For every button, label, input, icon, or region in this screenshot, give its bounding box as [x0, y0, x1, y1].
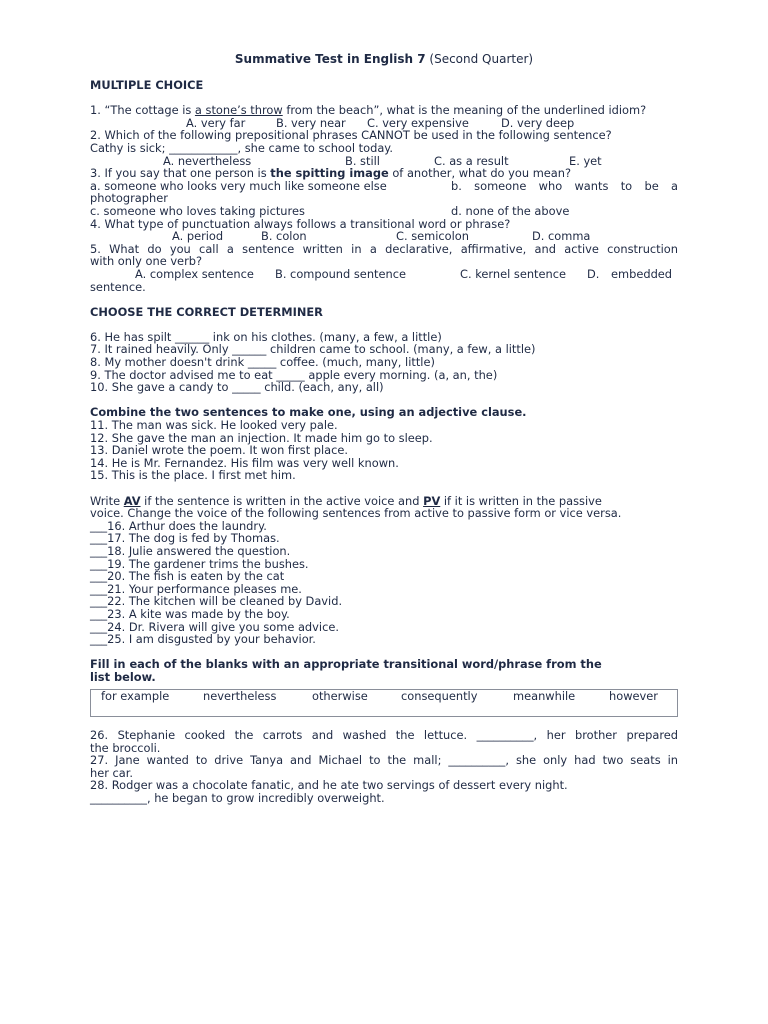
combine-item: 15. This is the place. I first met him. — [90, 468, 296, 483]
fill-heading: Fill in each of the blanks with an appropriate transitional word/phrase from the — [90, 657, 602, 672]
fill-item-27: 27. Jane wanted to drive Tanya and Michael to the mall; __________, she only had two seats in — [90, 753, 678, 768]
question-2: 2. Which of the following prepositional phrases CANNOT be used in the following sentence? — [90, 128, 612, 143]
fill-heading-cont: list below. — [90, 669, 156, 684]
fill-item-28: 28. Rodger was a chocolate fanatic, and he ate two servings of dessert every night. — [90, 778, 568, 793]
q3-option-c: c. someone who loves taking pictures — [90, 203, 305, 218]
word-bank-item: for example — [101, 688, 170, 703]
title-sub: (Second Quarter) — [429, 52, 534, 66]
q1-option-d: D. very deep — [501, 115, 575, 130]
fill-item-27-cont: her car. — [90, 765, 134, 780]
determiner-item: 7. It rained heavily. Only ______ children came to school. (many, a few, a little) — [90, 342, 536, 357]
word-bank-box — [90, 689, 678, 717]
voice-instructions: Write AV if the sentence is written in the active voice and PV if it is written in the passive — [90, 493, 602, 508]
determiner-item: 6. He has spilt ______ ink on his clothes. (many, a few, a little) — [90, 329, 442, 344]
word-bank-item: meanwhile — [513, 688, 576, 703]
word-bank-item: consequently — [401, 688, 478, 703]
question-5-end: sentence. — [90, 279, 146, 294]
q1-option-c: C. very expensive — [367, 115, 469, 130]
mc-heading: MULTIPLE CHOICE — [90, 78, 204, 92]
word-bank-item: however — [609, 688, 658, 703]
q5-option-c: C. kernel sentence — [460, 266, 567, 281]
question-5-cont: with only one verb? — [90, 254, 203, 269]
question-1: 1. “The cottage is a stone’s throw from the beach”, what is the meaning of the underlined idiom? — [90, 103, 647, 118]
q4-option-c: C. semicolon — [396, 229, 469, 244]
combine-item: 11. The man was sick. He looked very pale. — [90, 418, 338, 433]
fill-item-26: 26. Stephanie cooked the carrots and washed the lettuce. __________, her brother prepared — [90, 728, 678, 743]
q5-options — [90, 268, 678, 281]
q2-option-e: E. yet — [569, 153, 602, 168]
word-bank-item: nevertheless — [203, 688, 277, 703]
q3-options-cd — [90, 205, 678, 218]
voice-item: ___24. Dr. Rivera will give you some advice. — [90, 619, 339, 634]
q1-underlined-idiom: a stone’s throw — [194, 103, 283, 118]
combine-item: 12. She gave the man an injection. It made him go to sleep. — [90, 430, 433, 445]
page-title — [0, 52, 768, 66]
q5-option-d: D. — [587, 266, 600, 281]
q1-option-a: A. very far — [186, 115, 246, 130]
voice-item: ___18. Julie answered the question. — [90, 543, 291, 558]
voice-item: ___21. Your performance pleases me. — [90, 581, 302, 596]
voice-item: ___20. The fish is eaten by the cat — [90, 569, 285, 584]
q4-option-b: B. colon — [261, 229, 307, 244]
combine-item: 13. Daniel wrote the poem. It won first place. — [90, 443, 349, 458]
q4-options — [90, 230, 678, 243]
determiner-item: 9. The doctor advised me to eat _____ apple every morning. (a, an, the) — [90, 367, 498, 382]
combine-heading: Combine the two sentences to make one, using an adjective clause. — [90, 405, 527, 420]
word-bank-item: otherwise — [312, 688, 368, 703]
fill-item-26-cont: the broccoli. — [90, 740, 161, 755]
voice-item: ___17. The dog is fed by Thomas. — [90, 531, 280, 546]
voice-item: ___25. I am disgusted by your behavior. — [90, 632, 316, 647]
title-main: Summative Test in English 7 — [234, 52, 426, 66]
q5-option-a: A. complex sentence — [135, 266, 254, 281]
pv-label: PV — [423, 493, 441, 508]
q2-option-a: A. nevertheless — [163, 153, 252, 168]
q1-option-b: B. very near — [276, 115, 346, 130]
determiner-item: 8. My mother doesn't drink _____ coffee. (much, many, little) — [90, 355, 435, 370]
av-label: AV — [123, 493, 141, 508]
q2-option-b: B. still — [345, 153, 380, 168]
q1-options — [90, 117, 678, 130]
q3-options-ab — [90, 180, 678, 193]
q2-option-c: C. as a result — [434, 153, 509, 168]
determiner-heading: CHOOSE THE CORRECT DETERMINER — [90, 304, 323, 319]
voice-instructions-cont: voice. Change the voice of the following sentences from active to passive form or vice versa. — [90, 506, 622, 521]
question-3: 3. If you say that one person is the spitting image of another, what do you mean? — [90, 166, 572, 181]
voice-item: ___23. A kite was made by the boy. — [90, 606, 290, 621]
question-2-sentence: Cathy is sick; ____________, she came to school today. — [90, 140, 394, 155]
question-5: 5. What do you call a sentence written in a declarative, affirmative, and active construction — [90, 241, 678, 256]
q5-option-b: B. compound sentence — [275, 266, 406, 281]
q3-option-b: b. someone who wants to be a — [451, 178, 678, 193]
combine-item: 14. He is Mr. Fernandez. His film was very well known. — [90, 455, 399, 470]
q2-options — [90, 155, 678, 168]
q3-option-b-continued: photographer — [90, 191, 168, 206]
voice-item: ___19. The gardener trims the bushes. — [90, 556, 309, 571]
voice-item: ___22. The kitchen will be cleaned by David. — [90, 594, 343, 609]
fill-item-28-cont: __________, he began to grow incredibly overweight. — [90, 791, 385, 806]
question-4: 4. What type of punctuation always follows a transitional word or phrase? — [90, 216, 511, 231]
q4-option-a: A. period — [172, 229, 224, 244]
test-content — [90, 79, 678, 805]
q3-option-a: a. someone who looks very much like someone else — [90, 178, 387, 193]
voice-item: ___16. Arthur does the laundry. — [90, 518, 267, 533]
q3-option-d: d. none of the above — [451, 203, 570, 218]
determiner-item: 10. She gave a candy to _____ child. (each, any, all) — [90, 380, 384, 395]
q5-option-d-text: embedded — [611, 266, 673, 281]
q4-option-d: D. comma — [532, 229, 591, 244]
